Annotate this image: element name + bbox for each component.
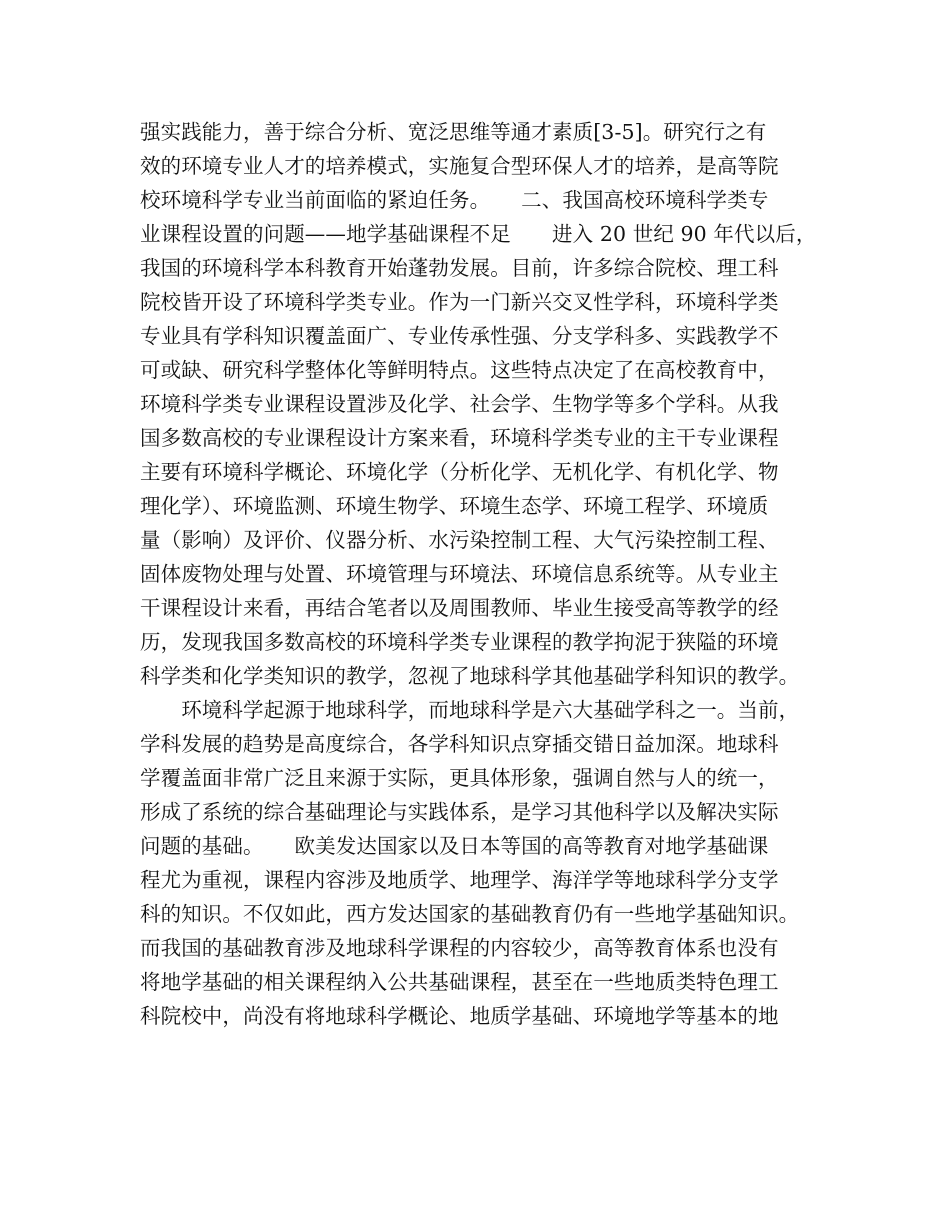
- text-line: 量（影响）及评价、仪器分析、水污染控制工程、大气污染控制工程、: [140, 528, 779, 552]
- text-line: 环境科学起源于地球科学，而地球科学是六大基础学科之一。当前，: [140, 698, 800, 722]
- text-line: 干课程设计来看，再结合笔者以及周围教师、毕业生接受高等教学的经: [140, 596, 779, 620]
- text-line: 学覆盖面非常广泛且来源于实际，更具体形象，强调自然与人的统一，: [140, 766, 779, 790]
- text-line: 科学类和化学类知识的教学，忽视了地球科学其他基础学科知识的教学。: [140, 664, 800, 688]
- text-line: 院校皆开设了环境科学类专业。作为一门新兴交叉性学科，环境科学类: [140, 290, 779, 314]
- text-line: 固体废物处理与处置、环境管理与环境法、环境信息系统等。从专业主: [140, 562, 779, 586]
- text-line: 问题的基础。 欧美发达国家以及日本等国的高等教育对地学基础课: [140, 834, 769, 858]
- text-line: 程尤为重视，课程内容涉及地质学、地理学、海洋学等地球科学分支学: [140, 868, 779, 892]
- body-text: [140, 115, 840, 1033]
- text-line: 而我国的基础教育涉及地球科学课程的内容较少，高等教育体系也没有: [140, 936, 779, 960]
- text-line: 强实践能力，善于综合分析、宽泛思维等通才素质[3-5]。研究行之有: [140, 120, 767, 144]
- text-line: 学科发展的趋势是高度综合，各学科知识点穿插交错日益加深。地球科: [140, 732, 779, 756]
- text-line: 科的知识。不仅如此，西方发达国家的基础教育仍有一些地学基础知识。: [140, 902, 800, 926]
- text-line: 理化学）、环境监测、环境生物学、环境生态学、环境工程学、环境质: [140, 494, 769, 518]
- text-line: 效的环境专业人才的培养模式，实施复合型环保人才的培养，是高等院: [140, 154, 779, 178]
- text-line: 主要有环境科学概论、环境化学（分析化学、无机化学、有机化学、物: [140, 460, 779, 484]
- text-line: 专业具有学科知识覆盖面广、专业传承性强、分支学科多、实践教学不: [140, 324, 779, 348]
- text-line: 环境科学类专业课程设置涉及化学、社会学、生物学等多个学科。从我: [140, 392, 779, 416]
- text-line: 国多数高校的专业课程设计方案来看，环境科学类专业的主干专业课程: [140, 426, 779, 450]
- text-line: 我国的环境科学本科教育开始蓬勃发展。目前，许多综合院校、理工科: [140, 256, 779, 280]
- text-line: 形成了系统的综合基础理论与实践体系，是学习其他科学以及解决实际: [140, 800, 779, 824]
- text-line: 将地学基础的相关课程纳入公共基础课程，甚至在一些地质类特色理工: [140, 970, 779, 994]
- text-line: 可或缺、研究科学整体化等鲜明特点。这些特点决定了在高校教育中，: [140, 358, 779, 382]
- text-line: 科院校中，尚没有将地球科学概论、地质学基础、环境地学等基本的地: [140, 1004, 779, 1028]
- text-line: 历，发现我国多数高校的环境科学类专业课程的教学拘泥于狭隘的环境: [140, 630, 779, 654]
- text-line: 校环境科学专业当前面临的紧迫任务。 二、我国高校环境科学类专: [140, 188, 769, 212]
- text-line: 业课程设置的问题——地学基础课程不足 进入 20 世纪 90 年代以后，: [140, 222, 817, 246]
